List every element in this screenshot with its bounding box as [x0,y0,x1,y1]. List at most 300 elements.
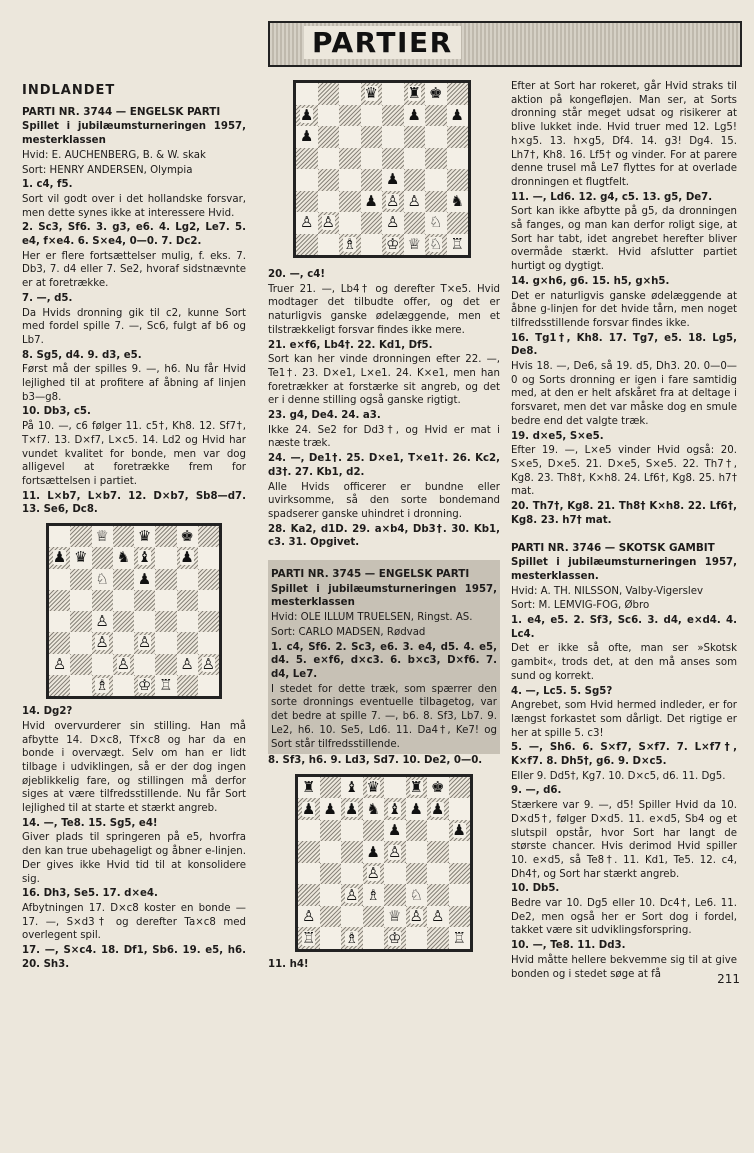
board-square [155,590,176,611]
chess-piece: ♞ [450,191,464,210]
chess-piece: ♜ [407,84,421,103]
board-square [177,654,198,675]
board-square [49,569,70,590]
board-square [320,884,342,906]
page-number: 211 [717,972,740,986]
board-square [341,820,363,842]
moves: 1. c4, Sf6. 2. Sc3, e6. 3. e4, d5. 4. e5, d4. 5. e×f6, d×c3. 6. b×c3, D×f6. 7. d4, Le7. [271,641,497,680]
board-square [298,863,320,885]
commentary: Det er ikke så ofte, man ser »Skotsk gambit«, trods det, at den må anses som sund og korrekt. [511,643,737,682]
board-square [425,234,447,256]
board-square [155,526,176,547]
board-square [363,798,385,820]
chess-piece: ♖ [452,928,466,947]
board-square [425,212,447,234]
chess-piece: ♙ [302,907,316,926]
board-square [363,927,385,949]
commentary: Efter 19. —, L×e5 vinder Hvid også: 20. S×e5, D×e5. 21. D×e5, S×e5. 22. Th7†, Kg8. 23. Th8†, K×h8. 24. Lf6†, Kg8. 25. h7† mat. [511,445,737,498]
chess-piece: ♟ [300,105,314,124]
chess-piece: ♝ [388,799,402,818]
board-square [134,632,155,653]
board-square [427,927,449,949]
chess-piece: ♜ [302,778,316,797]
board-square [49,632,70,653]
board-square [320,798,342,820]
chess-piece: ♞ [116,548,131,567]
board-square [425,83,447,105]
chess-piece: ♖ [159,675,173,694]
chess-piece: ♕ [407,234,421,253]
commentary: Ikke 24. Se2 for Dd3†, og Hvid er mat i næste træk. [268,424,500,450]
board-square [404,169,426,191]
chess-piece: ♙ [95,633,109,652]
board-square [339,191,361,213]
board-square [361,212,383,234]
commentary: Først må der spilles 9. —, h6. Nu får Hvid lejlighed til at profitere af åbning af linjen b3—g8. [22,364,246,403]
board-square [296,169,318,191]
board-square [296,126,318,148]
section-heading: INDLANDET [22,83,116,98]
board-square [113,547,134,568]
board-square [382,148,404,170]
board-square [427,841,449,863]
board-square [404,234,426,256]
moves: 21. e×f6, Lb4†. 22. Kd1, Df5. [268,339,433,351]
chess-piece: ♔ [386,234,400,253]
commentary: Det er naturligvis ganske ødelæggende at åbne g-linjen for det hvide tårn, men noget tilfredsstillende forsvar findes ikke. [511,290,737,329]
board-square [155,654,176,675]
board-square [341,906,363,928]
board-square [384,863,406,885]
board-square [198,675,219,696]
moves: 16. Dh3, Se5. 17. d×e4. [22,888,158,900]
board-square [198,632,219,653]
commentary: Sort kan her vinde dronningen efter 22. —, Te1†. 23. D×e1, L×e1. 24. K×e1, men han foretrækker at forstærke sit angreb, og det er i denne stilling også ganske rigtigt. [268,354,500,407]
board-square [318,105,340,127]
board-square [318,83,340,105]
board-square [447,234,469,256]
chess-piece: ♟ [431,799,445,818]
board-square [92,611,113,632]
board-square [384,798,406,820]
board-square [113,590,134,611]
moves: 28. Ka2, d1D. 29. a×b4, Db3†. 30. Kb1, c3. 31. Opgivet. [268,523,500,549]
board-square [298,777,320,799]
chess-piece: ♜ [409,778,423,797]
chess-piece: ♙ [95,612,109,631]
chess-diagram-2 [293,80,471,258]
chess-piece: ♝ [137,548,152,567]
chess-piece: ♙ [386,213,400,232]
chess-piece: ♗ [345,928,359,947]
commentary: Truer 21. —, Lb4† og derefter T×e5. Hvid modtager det tilbudte offer, og det er naturligvis ganske ødelæggende, men et tilstrækkeligt forsvar findes ikke mere. [268,283,500,336]
black-player: Sort: HENRY ANDERSEN, Olympia [22,164,193,176]
board-square [425,126,447,148]
board-square [406,820,428,842]
board-square [404,83,426,105]
chess-piece: ♙ [407,191,421,210]
chess-piece: ♟ [323,799,337,818]
board-square [382,191,404,213]
board-square [320,863,342,885]
board-square [449,798,471,820]
board-square [70,547,91,568]
chess-piece: ♗ [366,885,380,904]
board-square [341,927,363,949]
board-square [382,105,404,127]
game-event: Spillet i jubilæumsturneringen 1957, mesterklassen [271,583,497,609]
board-square [339,105,361,127]
chess-diagram-1 [46,523,222,699]
moves: 9. —, d6. [511,785,562,797]
chess-piece: ♘ [95,569,109,588]
board-square [425,105,447,127]
chess-piece: ♙ [388,842,402,861]
board-square [113,611,134,632]
chess-piece: ♟ [345,799,359,818]
board-square [320,777,342,799]
board-square [198,611,219,632]
moves: 10. Db5. [511,883,560,895]
chess-piece: ♙ [300,213,314,232]
commentary: I stedet for dette træk, som spærrer den sorte dronnings eventuelle tilbagetog, var det bedre at spille 7. —, b6. 8. Sf3, Lb7. 9. Le2, h6. 10. Se5, Ld6. 11. Da4†, Ke7! og Sort står tilfredsstillende. [271,683,497,750]
chess-piece: ♖ [302,928,316,947]
board-square [406,884,428,906]
moves: 20. Th7†, Kg8. 21. Th8† K×h8. 22. Lf6†, Kg8. 23. h7† mat. [511,501,737,526]
white-player: Hvid: A. TH. NILSSON, Valby-Vigerslev [511,585,704,597]
board-square [406,841,428,863]
board-square [320,820,342,842]
chess-piece: ♛ [74,548,88,567]
column-2 [268,268,500,1153]
chess-piece: ♟ [450,105,464,124]
moves: 14. g×h6, g6. 15. h5, g×h5. [511,275,670,287]
chess-piece: ♟ [366,842,380,861]
chess-diagram-3 [295,774,473,952]
board-square [134,654,155,675]
board-square [425,148,447,170]
commentary: Alle Hvids officerer er bundne eller uvirksomme, så den sorte bondemand spadserer ganske uhindret i dronning. [268,481,500,520]
board-square [155,675,176,696]
chess-piece: ♙ [201,654,216,673]
chess-piece: ♛ [366,778,380,797]
board-square [298,798,320,820]
board-square [425,169,447,191]
moves: 2. Sc3, Sf6. 3. g3, e6. 4. Lg2, Le7. 5. e4, f×e4. 6. S×e4, 0—0. 7. Dc2. [22,222,246,248]
board-square [447,148,469,170]
board-square [339,148,361,170]
moves: 14. Dg2? [22,706,73,718]
moves: 8. Sf3, h6. 9. Ld3, Sd7. 10. De2, 0—0. [268,755,483,767]
board-square [384,777,406,799]
board-square [406,906,428,928]
chess-piece: ♟ [386,170,400,189]
chess-piece: ♙ [431,907,445,926]
moves: 10. Db3, c5. [22,406,91,418]
chess-piece: ♟ [407,105,421,124]
board-square [382,83,404,105]
commentary: Hvid måtte hellere bekvemme sig til at give bonden og i stedet søge at få [511,954,737,980]
commentary: Sort kan ikke afbytte på g5, da dronningen så fanges, og man kan derfor roligt sige, at Sort har tabt, idet angrebet herefter bliver overmåde stærkt. Hvid afslutter partiet hurtigt og dygtigt. [511,206,737,273]
board-square [449,863,471,885]
game-event: Spillet i jubilæumsturneringen 1957, mesterklassen. [511,557,737,582]
board-square [427,863,449,885]
board-square [49,611,70,632]
chess-piece: ♙ [409,907,423,926]
board-square [198,590,219,611]
chess-piece: ♟ [52,548,67,567]
board-square [296,212,318,234]
board-square [406,863,428,885]
commentary: Angrebet, som Hvid hermed indleder, er for længst forkastet som dårligt. Det rigtige er her at spille 5. c3! [511,700,737,739]
chess-piece: ♟ [364,191,378,210]
board-square [70,675,91,696]
commentary: Eller 9. Dd5†, Kg7. 10. D×c5, d6. 11. Dg5. [511,770,726,782]
commentary: Hvis 18. —, De6, så 19. d5, Dh3. 20. 0—0—0 og Sorts dronning er igen i fare samtidig med, at den er helt afskåret fra at deltage i forsvaret, men det var måske dog en smule bedre end det valgte træk. [511,361,737,427]
board-square [404,126,426,148]
board-square [92,675,113,696]
moves: 14. —, Te8. 15. Sg5, e4! [22,817,158,829]
moves: 24. —, De1†. 25. D×e1, T×e1†. 26. Kc2, d3†. 27. Kb1, d2. [268,453,500,478]
board-square [384,884,406,906]
board-square [92,590,113,611]
board-square [177,526,198,547]
board-square [134,611,155,632]
board-square [318,148,340,170]
board-square [339,212,361,234]
board-square [382,169,404,191]
chess-piece: ♚ [429,84,443,103]
chess-piece: ♚ [180,527,194,546]
board-square [363,777,385,799]
board-square [361,105,383,127]
board-square [296,148,318,170]
board-square [382,234,404,256]
game-title-3746: PARTI NR. 3746 — SKOTSK GAMBIT [511,541,715,554]
board-square [134,547,155,568]
board-square [406,798,428,820]
board-square [382,126,404,148]
commentary: Da Hvids dronning gik til c2, kunne Sort med fordel spille 7. —, Sc6, fulgt af b6 og Lb7. [22,307,246,346]
board-square [198,654,219,675]
commentary: Efter at Sort har rokeret, går Hvid straks til aktion på kongefløjen. Man ser, at Sorts dronning står meget udsat og risikerer at blive lukket inde. Hvid truer med 12. Lg5! h×g5. 13. h×g5, Df4. 14. g3! Dg4. 15. Lh7†, Kh8. 16. Lf5† og vinder. For at parere denne trusel må Le7 flyttes for at overlade dronningen et flugtfelt. [511,81,737,188]
board-square [318,169,340,191]
white-player: Hvid: E. AUCHENBERG, B. & W. skak [22,149,206,161]
board-square [49,526,70,547]
board-square [447,169,469,191]
chess-piece: ♛ [364,84,378,103]
moves: 8. Sg5, d4. 9. d3, e5. [22,349,142,361]
chess-piece: ♗ [95,675,109,694]
board-square [363,820,385,842]
chess-piece: ♙ [52,654,67,673]
board-square [92,569,113,590]
board-square [404,212,426,234]
board-square [361,126,383,148]
black-player: Sort: CARLO MADSEN, Rødvad [271,626,426,638]
board-square [298,927,320,949]
board-square [296,191,318,213]
moves: 11. L×b7, L×b7. 12. D×b7, Sb8—d7. 13. Se6, Dc8. [22,490,246,516]
column-3 [511,80,737,980]
chess-piece: ♙ [321,213,335,232]
board-square [177,590,198,611]
board-square [339,83,361,105]
chess-piece: ♕ [388,907,402,926]
board-square [341,798,363,820]
commentary: Her er flere fortsættelser mulig, f. eks. 7. Db3, 7. d4 eller 7. Se2, hvoraf sidstnævnte er at foretrække. [22,250,246,290]
chess-piece: ♘ [429,213,443,232]
board-square [134,675,155,696]
board-square [382,212,404,234]
banner-title: PARTIER [304,26,461,59]
board-square [70,569,91,590]
board-square [296,83,318,105]
moves: 11. —, Ld6. 12. g4, c5. 13. g5, De7. [511,191,713,203]
chess-piece: ♟ [409,799,423,818]
board-square [339,169,361,191]
board-square [49,654,70,675]
board-square [298,841,320,863]
board-square [341,884,363,906]
board-square [134,590,155,611]
chess-piece: ♟ [388,821,402,840]
board-square [70,611,91,632]
chess-piece: ♟ [300,127,314,146]
chess-piece: ♛ [137,527,152,546]
board-square [361,191,383,213]
board-square [404,191,426,213]
chess-piece: ♖ [450,234,464,253]
board-square [339,234,361,256]
board-square [447,212,469,234]
board-square [447,126,469,148]
commentary: Stærkere var 9. —, d5! Spiller Hvid da 10. D×d5†, følger D×d5. 11. e×d5, Sb4 og et slutspil opstår, hvor Sort har langt de største chancer. Hvis derimod Hvid spiller 10. e×d5, så Te8†. 11. Kd1, Te5. 12. c4, Dh4†, og Sort har stærkt angreb. [511,800,737,880]
moves: 23. g4, De4. 24. a3. [268,410,381,422]
chess-piece: ♘ [409,885,423,904]
board-square [318,126,340,148]
chess-piece: ♟ [302,799,316,818]
chess-piece: ♙ [116,654,131,673]
chess-piece: ♟ [452,821,466,840]
board-square [113,675,134,696]
chess-piece: ♙ [180,654,194,673]
board-square [406,777,428,799]
moves: 11. h4! [268,958,309,970]
board-square [447,105,469,127]
game-title-3745: PARTI NR. 3745 — ENGELSK PARTI [271,568,470,581]
board-square [427,798,449,820]
board-square [427,884,449,906]
board-square [361,83,383,105]
board-square [427,777,449,799]
board-square [298,884,320,906]
chess-piece: ♝ [345,778,359,797]
game-title-3744: PARTI NR. 3744 — ENGELSK PARTI [22,105,221,118]
column-1 [22,80,246,970]
chess-piece: ♙ [345,885,359,904]
commentary: På 10. —, c6 følger 11. c5†, Kh8. 12. Sf7†, T×f7. 13. D×f7, L×c5. 14. Ld2 og Hvid har vundet kvalitet for bonde, men var dog alligevel at foretrække frem for fortsættelsen i partiet. [22,421,246,487]
board-square [384,820,406,842]
board-square [70,632,91,653]
board-square [341,841,363,863]
board-square [447,83,469,105]
board-square [49,547,70,568]
moves: 20. —, c4! [268,269,325,280]
chess-piece: ♟ [137,569,152,588]
board-square [92,526,113,547]
game-event: Spillet i jubilæumsturneringen 1957, mesterklassen [22,121,246,147]
chess-piece: ♙ [386,191,400,210]
board-square [449,820,471,842]
moves: 1. e4, e5. 2. Sf3, Sc6. 3. d4, e×d4. 4. Lc4. [511,615,737,640]
board-square [384,906,406,928]
board-square [318,212,340,234]
board-square [339,126,361,148]
board-square [49,590,70,611]
moves: 10. —, Te8. 11. Dd3. [511,940,626,952]
page-banner [268,21,742,67]
board-square [198,569,219,590]
chess-piece: ♚ [431,778,445,797]
chess-piece: ♔ [137,675,152,694]
board-square [427,820,449,842]
board-square [177,632,198,653]
chess-piece: ♙ [137,633,152,652]
chess-piece: ♕ [95,527,109,546]
board-square [406,927,428,949]
board-square [155,569,176,590]
board-square [155,611,176,632]
board-square [320,841,342,863]
board-square [298,906,320,928]
board-square [449,884,471,906]
board-square [320,927,342,949]
chess-piece: ♔ [388,928,402,947]
board-square [198,547,219,568]
moves: 1. c4, f5. [22,179,73,191]
chess-piece: ♞ [366,799,380,818]
board-square [341,863,363,885]
board-square [155,632,176,653]
board-square [318,234,340,256]
board-square [384,841,406,863]
board-square [449,927,471,949]
commentary: Sort vil godt over i det hollandske forsvar, men dette synes ikke at interessere Hvid. [22,193,246,219]
commentary: Afbytningen 17. D×c8 koster en bonde — 17. —, S×d3† og derefter Ta×c8 med overlegent spil. [22,902,246,942]
board-square [134,569,155,590]
board-square [449,777,471,799]
board-square [177,611,198,632]
board-square [404,148,426,170]
board-square [363,906,385,928]
board-square [70,590,91,611]
board-square [92,547,113,568]
board-square [296,234,318,256]
board-square [361,169,383,191]
board-square [113,569,134,590]
board-square [363,841,385,863]
board-square [384,927,406,949]
moves: 4. —, Lc5. 5. Sg5? [511,685,613,697]
board-square [92,632,113,653]
board-square [320,906,342,928]
board-square [113,654,134,675]
board-square [404,105,426,127]
commentary: Hvid overvurderer sin stilling. Han må afbytte 14. D×c8, Tf×c8 og har da en bonde i overvægt. Selv om han er lidt tilbage i udviklingen, så er der dog ingen øjeblikkelig fare, og stillingen må derfor siges at være tilfredsstillende. Nu får Sort lejlighed til at starte et stærkt angreb. [22,720,246,815]
game-header-shaded [268,560,500,754]
board-square [155,547,176,568]
